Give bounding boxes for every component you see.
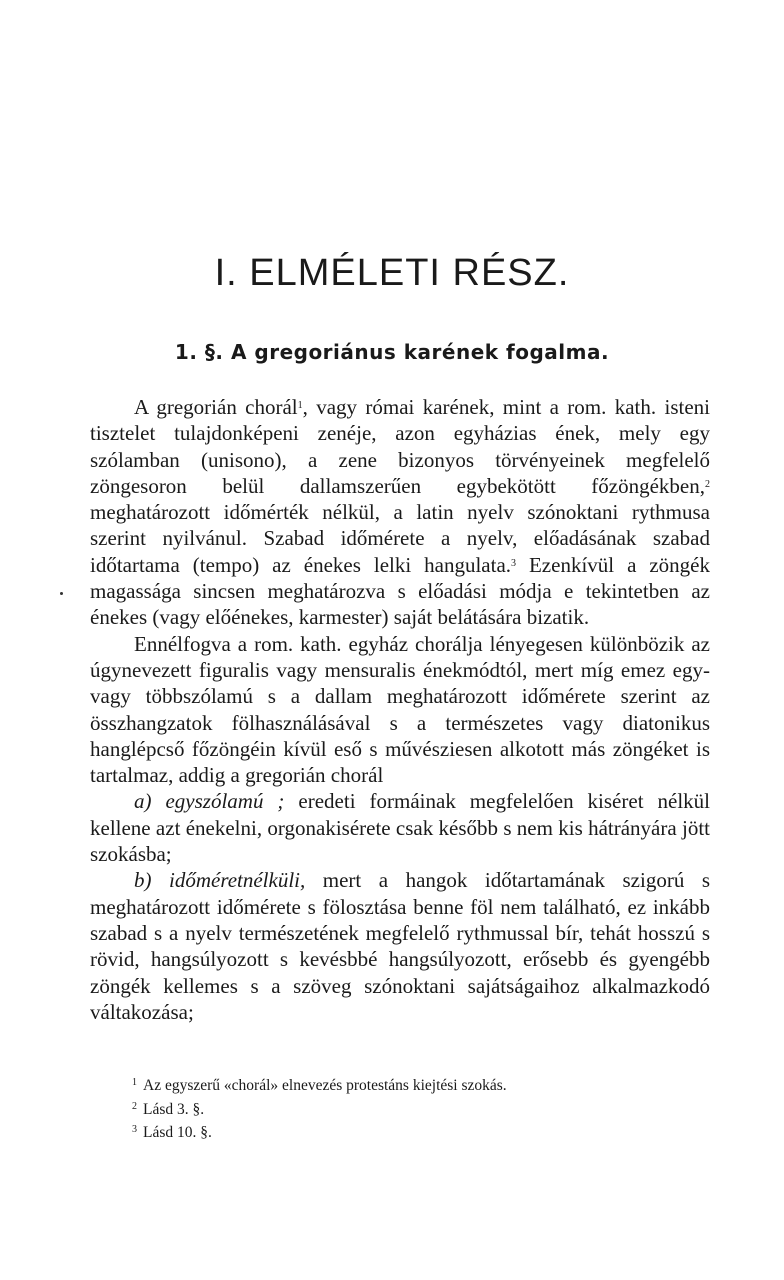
footnote-mark: 1 [132,1077,137,1088]
point-a-text: eredeti formáinak megfelelően kiséret nélkül kellene azt énekelni, orgonakisérete csak később s nem kis hátrányára jött szokásba; [90,789,710,867]
point-b-text: mert a hangok időtartamának szigorú s meghatározott időmérete s fölosztása benne föl nem található, ez inkább szabad s a nyelv természetének megfelelő rythmussal bír, tehát hosszú s rövid, hangsúlyozott s kevésbbé hangsúlyozott, erősebb és gyengébb zöngék kellemes s a szöveg szónoktani sajátságaihoz alkalmazkodó váltakozása; [90,868,710,1024]
footnote-text: Lásd 10. §. [143,1124,212,1141]
text-run: meghatározott időmérték nélkül, a latin nyelv szónoktani rythmusa szerint nyilvánul. Szabad időmérete a nyelv, előadásának szabad időtartama (tempo) az énekes lelki hangulata. [90,500,710,577]
footnote-text: Lásd 3. §. [143,1100,205,1118]
footnote-mark: 2 [132,1100,137,1112]
text-run: Ezenkívül a zöngék magassága sincsen meghatározva s előadási módja e tekintetben az énekes (vagy előénekes, karmester) saját belátására bizatik. [90,552,710,630]
paragraph-definition [90,394,710,631]
part-title: I. ELMÉLETI RÉSZ. [214,252,570,294]
point-a-label: a) egyszólamú ; [134,789,285,814]
footnote-1 [132,1073,692,1097]
paragraph-point-a [90,788,710,867]
paragraph-point-b [90,867,710,1025]
footnote-text: Az egyszerű «chorál» elnevezés protestáns kiejtési szokás. [143,1077,507,1094]
text-run: A gregorián chorál [134,395,298,419]
footnote-ref-1: 1 [297,400,303,411]
footnote-ref-3: 3 [511,557,517,569]
body-text [90,394,710,1025]
margin-mark [60,592,63,595]
text-run: , vagy római karének, mint a rom. kath. isteni tisztelet tulajdonképeni zenéje, azon egyházias ének, mely egy szólamban (unisono), a zene bizonyos törvényeinek megfelelő zöngesoron belül dallamszerűen egybekötött főzöngékben, [90,395,710,498]
footnote-2 [132,1097,692,1121]
footnote-ref-2: 2 [705,478,710,490]
footnotes [132,1073,692,1144]
point-b-label: b) időméretnélküli, [134,868,306,893]
footnote-3 [132,1120,692,1144]
section-heading: 1. §. A gregoriánus karének fogalma. [174,340,610,364]
footnote-mark: 3 [132,1124,137,1135]
paragraph-difference: Ennélfogva a rom. kath. egyház chorálja lényegesen különbözik az úgynevezett figuralis vagy mensuralis énekmódtól, mert míg emez egy- vagy többszólamú s a dallam meghatározott időmérete szerint az összhangzatok fölhasználásával s a természetes vagy diatonikus hanglépcső főzöngéin kívül eső s művésziesen alkotott más zöngéket is tartalmaz, addig a gregorián chorál [90,631,710,788]
